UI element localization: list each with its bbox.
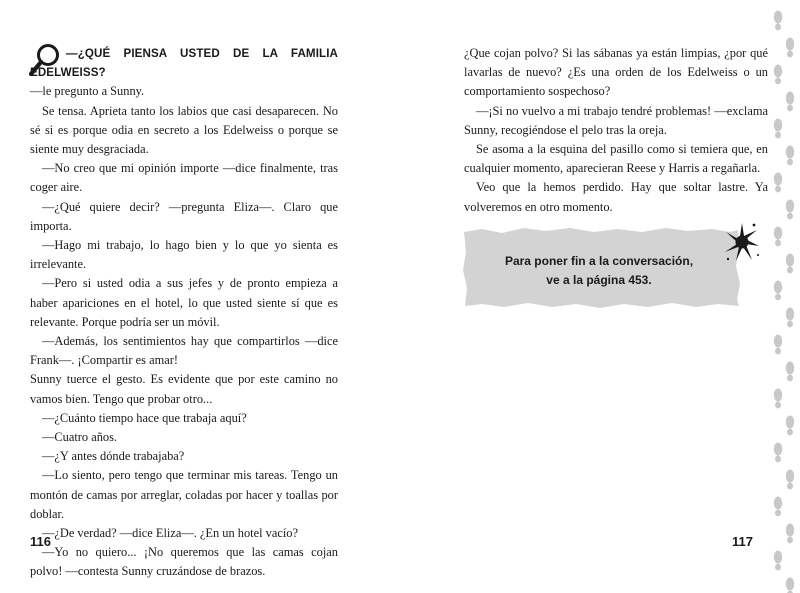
footprint <box>786 416 794 436</box>
footprint <box>774 11 782 31</box>
paragraph: —¿De verdad? —dice Eliza—. ¿En un hotel vacío? <box>42 526 298 541</box>
right-page-text <box>464 44 768 217</box>
paragraph: —¡Si no vuelvo a mi trabajo tendré problemas! —exclama Sunny, recogiéndose el pelo tras la oreja. <box>464 103 768 137</box>
paragraph: —¿Y antes dónde trabajaba? <box>42 449 185 464</box>
paragraph: —Pero si usted odia a sus jefes y de pronto empieza a haber apariciones en el hotel, lo que usted siente sí que es relevante. Porque podría ser un móvil. <box>30 276 338 329</box>
footprint <box>774 497 782 517</box>
opening-line-continuation: —le pregunto a Sunny. <box>30 84 145 99</box>
paragraph: Se tensa. Aprieta tanto los labios que casi desaparecen. No sé si es porque odia en secreto a los Edelweiss o porque se siente muy desgraciada. <box>30 103 338 157</box>
paragraph: —No creo que mi opinión importe —dice finalmente, tras coger aire. <box>30 161 338 195</box>
choice-callout[interactable] <box>462 226 760 310</box>
footprint <box>774 65 782 85</box>
footprint <box>774 335 782 355</box>
footprint <box>786 200 794 220</box>
paragraph: —Además, los sentimientos hay que compartirlos —dice Frank—. ¡Compartir es amar! <box>30 334 338 368</box>
footprint <box>786 38 794 58</box>
paragraph: Se asoma a la esquina del pasillo como si temiera que, en cualquier momento, aparecieran Reese y Harris a regañarla. <box>464 142 768 176</box>
footprint <box>774 281 782 301</box>
paragraph: —Lo siento, pero tengo que terminar mis tareas. Tengo un montón de camas por arreglar, coladas por hacer y toallas por doblar. <box>30 468 338 521</box>
footprint <box>774 173 782 193</box>
paragraph: —Yo no quiero... ¡No queremos que las camas cojan polvo! —contesta Sunny cruzándose de brazos. <box>30 545 338 579</box>
opening-question-caps: —¿QUÉ PIENSA USTED DE LA FAMILIA EDELWEISS? <box>30 47 338 80</box>
left-page-text <box>30 44 338 582</box>
footprint <box>786 308 794 328</box>
footprint <box>786 146 794 166</box>
footprint <box>786 524 794 544</box>
page-number-left: 116 <box>30 534 51 549</box>
paragraph: Veo que la hemos perdido. Hay que soltar lastre. Ya volveremos en otro momento. <box>464 180 768 214</box>
footprint <box>774 119 782 139</box>
paragraph: —¿Cuánto tiempo hace que trabaja aquí? <box>42 410 247 425</box>
paragraph: —Cuatro años. <box>42 430 118 445</box>
paragraph: —¿Qué quiere decir? —pregunta Eliza—. Claro que importa. <box>30 199 338 233</box>
paragraph: Sunny tuerce el gesto. Es evidente que por este camino no vamos bien. Tengo que probar otro... <box>30 372 338 406</box>
footprint <box>774 389 782 409</box>
footprint <box>786 578 794 593</box>
callout-line-2: ve a la página 453. <box>546 273 652 287</box>
footprint <box>786 470 794 490</box>
footprint <box>774 551 782 571</box>
callout-instruction <box>462 252 736 290</box>
footprint-trail-icon <box>768 0 800 593</box>
paragraph: ¿Que cojan polvo? Si las sábanas ya están limpias, ¿por qué lavarlas de nuevo? ¿Es una orden de los Edelweiss o un comportamiento sospechoso? <box>464 46 768 99</box>
footprint <box>786 362 794 382</box>
page-number-right: 117 <box>732 534 753 549</box>
opening-line <box>30 44 338 82</box>
footprint <box>786 254 794 274</box>
footprint <box>786 92 794 112</box>
footprint <box>774 443 782 463</box>
paragraph: —Hago mi trabajo, lo hago bien y lo que yo sienta es irrelevante. <box>30 238 338 272</box>
callout-line-1: Para poner fin a la conversación, <box>504 254 694 268</box>
footprint <box>774 227 782 247</box>
